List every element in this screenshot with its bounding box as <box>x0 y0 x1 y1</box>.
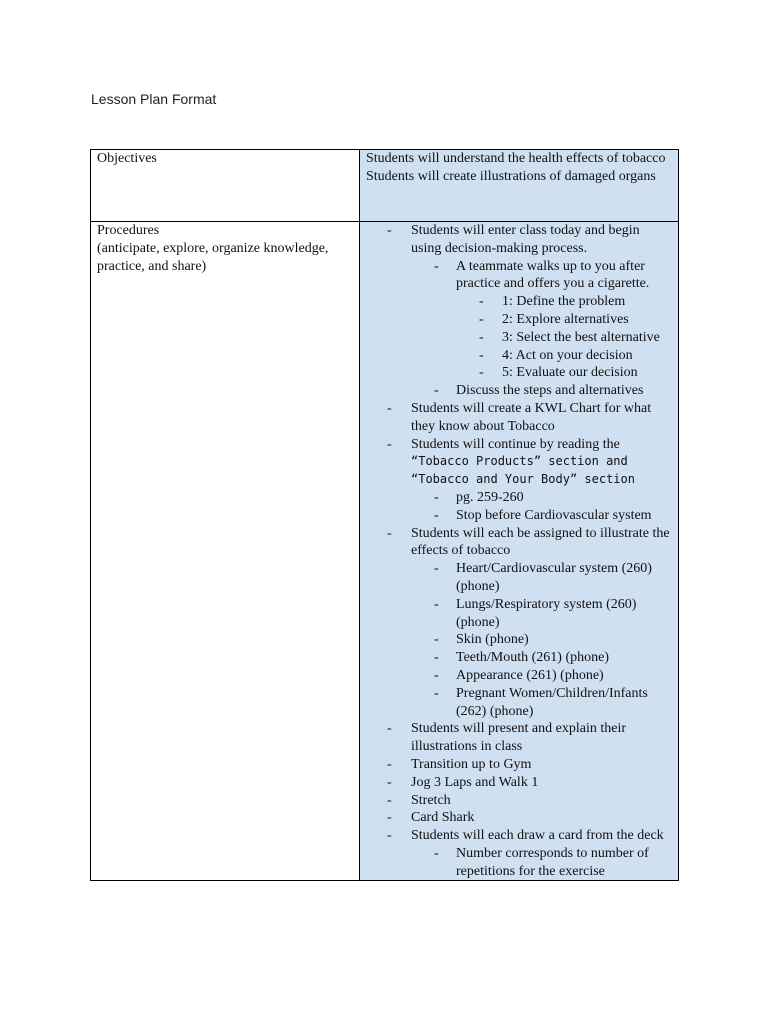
procedures-label-cell <box>91 222 360 881</box>
bullet-dash: - <box>387 810 392 826</box>
procedure-item <box>366 792 672 810</box>
procedure-text: Students will enter class today and begin using decision-making process. <box>411 223 640 256</box>
procedure-text: 1: Define the problem <box>502 294 626 310</box>
procedure-item <box>366 400 672 436</box>
procedure-item <box>366 809 672 827</box>
procedure-text: 2: Explore alternatives <box>502 311 629 327</box>
procedure-item <box>366 720 672 756</box>
bullet-dash: - <box>434 507 439 523</box>
procedure-item <box>366 329 672 347</box>
procedure-text: pg. 259-260 <box>456 489 524 505</box>
procedure-item <box>366 667 672 685</box>
bullet-dash: - <box>387 792 392 808</box>
procedure-text: Lungs/Respiratory system (260) (phone) <box>456 596 637 630</box>
lesson-plan-table <box>90 149 679 881</box>
document-title: Lesson Plan Format <box>91 91 217 107</box>
objectives-row <box>91 150 679 222</box>
procedures-list <box>366 222 672 880</box>
procedures-content-cell <box>360 222 679 881</box>
procedure-item <box>366 293 672 311</box>
bullet-dash: - <box>434 667 439 683</box>
procedure-text-mono: “Tobacco Products” section and “Tobacco and Your Body” section <box>411 454 635 487</box>
bullet-dash: - <box>387 721 392 737</box>
objectives-label-cell <box>91 150 360 222</box>
bullet-dash: - <box>479 347 484 363</box>
bullet-dash: - <box>434 845 439 861</box>
procedure-text: 3: Select the best alternative <box>502 329 660 345</box>
procedure-item <box>366 507 672 525</box>
procedure-text: Number corresponds to number of repetitions for the exercise <box>456 845 649 879</box>
procedure-text: Discuss the steps and alternatives <box>456 383 644 399</box>
procedure-text: Appearance (261) (phone) <box>456 667 604 683</box>
bullet-dash: - <box>434 650 439 666</box>
procedure-item <box>366 258 672 294</box>
bullet-dash: - <box>479 294 484 310</box>
bullet-dash: - <box>434 632 439 648</box>
procedure-item <box>366 756 672 774</box>
bullet-dash: - <box>387 525 392 541</box>
bullet-dash: - <box>387 400 392 416</box>
procedure-item <box>366 489 672 507</box>
procedure-text: Stretch <box>411 792 451 808</box>
bullet-dash: - <box>434 258 439 274</box>
procedure-item <box>366 525 672 561</box>
procedure-text: A teammate walks up to you after practice and offers you a cigarette. <box>456 258 650 292</box>
bullet-dash: - <box>434 383 439 399</box>
bullet-dash: - <box>387 223 392 238</box>
procedure-text: 4: Act on your decision <box>502 347 633 363</box>
procedure-text: Transition up to Gym <box>411 756 532 772</box>
procedure-item <box>366 382 672 400</box>
bullet-dash: - <box>387 828 392 844</box>
procedure-item <box>366 631 672 649</box>
objective-item: Students will create illustrations of damaged organs <box>366 168 656 184</box>
procedure-text: Card Shark <box>411 810 475 826</box>
procedure-text: Students will create a KWL Chart for what they know about Tobacco <box>411 400 652 434</box>
objective-item: Students will understand the health effects of tobacco <box>366 151 666 166</box>
bullet-dash: - <box>479 365 484 381</box>
procedure-item <box>366 845 672 881</box>
bullet-dash: - <box>479 311 484 327</box>
bullet-dash: - <box>434 685 439 701</box>
bullet-dash: - <box>434 596 439 612</box>
procedure-item <box>366 685 672 721</box>
bullet-dash: - <box>387 436 392 452</box>
bullet-dash: - <box>387 774 392 790</box>
procedure-text: Students will present and explain their illustrations in class <box>411 721 627 755</box>
procedure-item <box>366 596 672 632</box>
procedure-text: Students will each draw a card from the deck <box>411 828 664 844</box>
procedure-item <box>366 560 672 596</box>
procedure-text: Jog 3 Laps and Walk 1 <box>411 774 539 790</box>
objectives-label: Objectives <box>97 151 157 166</box>
procedure-text: Teeth/Mouth (261) (phone) <box>456 650 609 666</box>
procedure-text: Skin (phone) <box>456 632 529 648</box>
procedure-item <box>366 774 672 792</box>
objectives-content-cell <box>360 150 679 222</box>
procedures-row <box>91 222 679 881</box>
procedure-item <box>366 347 672 365</box>
bullet-dash: - <box>387 756 392 772</box>
procedure-text: Pregnant Women/Children/Infants (262) (phone) <box>456 685 648 719</box>
procedures-label: Procedures <box>97 223 160 238</box>
procedure-item <box>366 436 672 489</box>
procedure-item <box>366 649 672 667</box>
bullet-dash: - <box>434 489 439 505</box>
procedure-item <box>366 827 672 845</box>
procedure-text: Students will each be assigned to illustrate the effects of tobacco <box>411 525 670 559</box>
bullet-dash: - <box>434 561 439 577</box>
procedure-item <box>366 222 672 258</box>
procedures-sublabel: (anticipate, explore, organize knowledge, practice, and share) <box>97 240 329 274</box>
procedure-text: Heart/Cardiovascular system (260) (phone) <box>456 561 652 594</box>
procedure-text: 5: Evaluate our decision <box>502 365 638 381</box>
procedure-text: Stop before Cardiovascular system <box>456 507 652 523</box>
bullet-dash: - <box>479 329 484 345</box>
procedure-text: Students will continue by reading the <box>411 436 620 452</box>
procedure-item <box>366 311 672 329</box>
procedure-item <box>366 364 672 382</box>
